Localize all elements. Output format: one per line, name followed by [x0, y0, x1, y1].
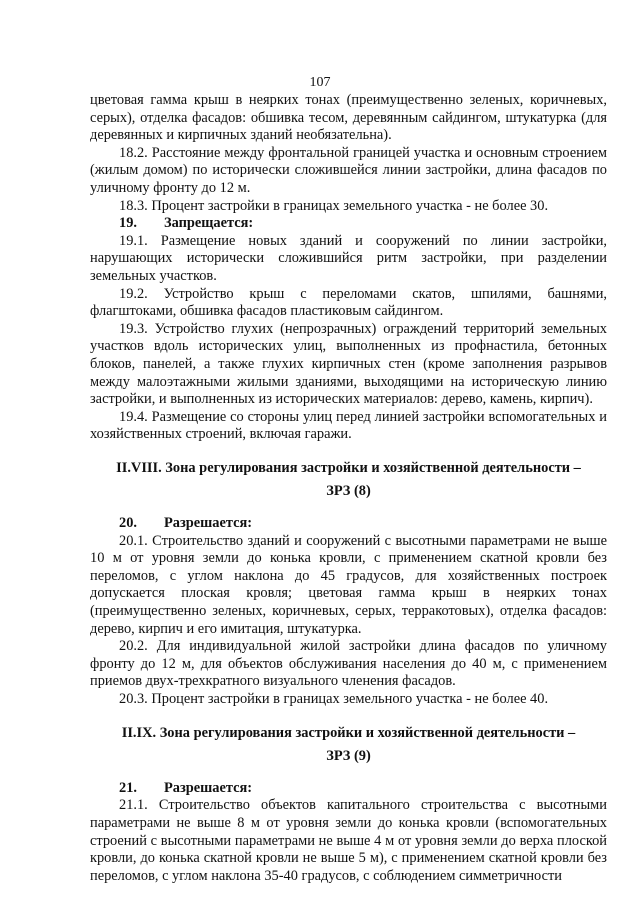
item-20-heading	[90, 515, 607, 533]
item-19-heading	[90, 215, 607, 233]
page-number: 107	[309, 75, 331, 90]
item-20-title: Разрешается:	[164, 515, 253, 532]
section-8-code: ЗРЗ (8)	[326, 483, 371, 500]
document-body	[90, 92, 607, 885]
section-8-title: II.VIII. Зона регулирования застройки и хозяйственной деятельности –	[116, 459, 581, 476]
paragraph-21-1: 21.1. Строительство объектов капитального строительства с высотными параметрами не выше 8 м от уровня земли до конька кровли (вспомогательных строений с высотными параметрами не выше 4 м от уровня земли до верха плоской кровли, до конька скатной кровли не выше 5 м), с применением скатной кровли без переломов, с углом наклона 35-40 градусов, с соблюдением симметричности	[90, 797, 607, 884]
paragraph-20-2: 20.2. Для индивидуальной жилой застройки длина фасадов по уличному фронту до 12 м, для объектов обслуживания населения до 40 м, с применением приемов двух-трехкратного визуального членения фасадов.	[90, 638, 607, 690]
section-9-title: II.IX. Зона регулирования застройки и хозяйственной деятельности –	[121, 724, 576, 741]
paragraph-20-3: 20.3. Процент застройки в границах земельного участка - не более 40.	[119, 691, 549, 707]
paragraph-19-2: 19.2. Устройство крыш с переломами скатов, шпилями, башнями, флагштоками, обшивка фасадов пластиковым сайдингом.	[90, 285, 607, 320]
paragraph-18-3: 18.3. Процент застройки в границах земельного участка - не более 30.	[119, 197, 549, 214]
item-19-number: 19.	[119, 215, 137, 232]
item-19-title: Запрещается:	[164, 215, 254, 232]
paragraph-19-3: 19.3. Устройство глухих (непрозрачных) ограждений территорий земельных участков вдоль исторических улиц, выполненных из профнастила, бетонных блоков, панелей, а также глухих кирпичных стен (кроме заполнения разрывов между малоэтажными жилыми зданиями, выходящими на историческую линию застройки, и выполненных из исторических материалов: дерево, камень, кирпич).	[90, 320, 607, 408]
paragraph-18-2: 18.2. Расстояние между фронтальной границей участка и основным строением (жилым домом) по исторически сложившейся линии застройки, длина фасадов по уличному фронту до 12 м.	[90, 144, 607, 196]
section-9-code: ЗРЗ (9)	[326, 748, 371, 765]
paragraph-continuation: цветовая гамма крыш в неярких тонах (преимущественно зеленых, коричневых, серых), отделка фасадов: обшивка тесом, деревянным сайдингом, штукатурка (для деревянных и кирпичных зданий необязательна).	[90, 92, 607, 144]
item-21-number: 21.	[119, 779, 137, 796]
paragraph-19-1: 19.1. Размещение новых зданий и сооружений по линии застройки, нарушающих исторически сложившийся ритм застройки, при разделении земельных участков.	[90, 232, 607, 284]
item-21-title: Разрешается:	[164, 779, 253, 796]
paragraph-20-1: 20.1. Строительство зданий и сооружений с высотными параметрами не выше 10 м от уровня земли до конька кровли, с применением скатной кровли без переломов, с углом наклона до 45 градусов, для хозяйственных построек допускается плоская кровля; цветовая гамма крыш в неярких тонах (преимущественно зеленых, коричневых, серых, терракотовых), отделка фасадов: дерево, кирпич и его имитация, штукатурка.	[90, 532, 607, 637]
item-21-heading	[90, 780, 607, 798]
paragraph-19-4: 19.4. Размещение со стороны улиц перед линией застройки вспомогательных и хозяйственных строений, включая гаражи.	[90, 408, 607, 443]
item-20-number: 20.	[119, 515, 137, 532]
